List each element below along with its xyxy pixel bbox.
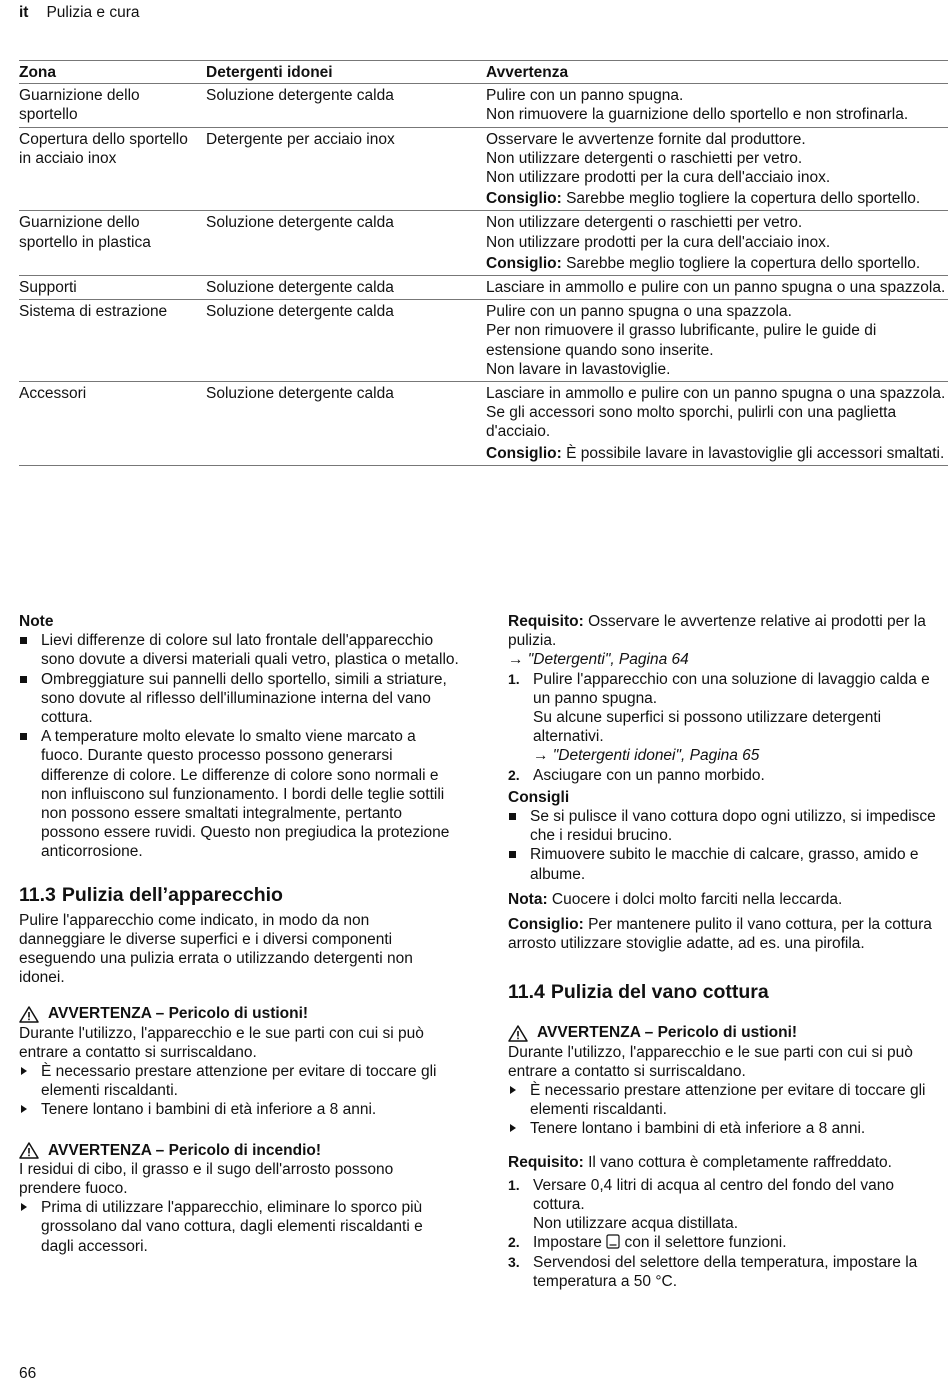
step-item [508,766,948,785]
tip-text: Per mantenere pulito il vano cottura, per la cottura arrosto utilizzare stoviglie adatte, ad es. una pirofila. [508,916,932,953]
step-number: 3. [508,1253,520,1270]
detergent-cell: Detergente per acciaio inox [206,127,486,211]
list-item: È necessario prestare attenzione per evitare di toccare gli elementi riscaldanti. [19,1062,459,1100]
warning-cell [486,382,948,466]
language-code: it [19,4,29,21]
list-item: Lievi differenze di colore sul lato frontale dell'apparecchio sono dovute a diversi materiali quali vetro, plastica o metallo. [19,631,459,669]
warning-line: Non lavare in lavastoviglie. [486,360,671,378]
warning-cell [486,300,948,382]
tip-label: Consiglio: [508,916,584,934]
step-subtext: Non utilizzare acqua distillata. [533,1215,739,1233]
left-column [19,612,459,1256]
tip [508,915,948,953]
requirement [508,612,948,650]
warning-triangle-icon [508,1025,528,1042]
step-item [508,1253,948,1291]
warning-line: Pulire con un panno spugna. [486,87,684,105]
note [508,890,948,909]
step-item [508,1233,948,1252]
step-text [533,1233,948,1252]
table-row [19,382,948,466]
section-number: 11.3 [19,883,56,906]
cross-reference-link[interactable]: → "Detergenti idonei", Pagina 65 [533,747,760,765]
cleaning-table [19,60,948,466]
tip-label: Consiglio: [486,444,562,462]
step-number: 1. [508,1176,520,1193]
warning-title: AVVERTENZA – Pericolo di ustioni! [537,1024,798,1042]
zone-cell: Guarnizione dello sportello [19,84,206,127]
notes-title: Note [19,613,54,630]
table-row [19,127,948,211]
section-heading-11-3 [19,883,459,907]
detergent-cell: Soluzione detergente calda [206,276,486,300]
warning-triangle-icon [19,1006,39,1023]
tip-text: Sarebbe meglio togliere la copertura dello sportello. [566,190,921,208]
zone-cell: Copertura dello sportello in acciaio inox [19,127,206,211]
table-row [19,300,948,382]
requirement-label: Requisito: [508,613,584,630]
warning-text: Durante l'utilizzo, l'apparecchio e le sue parti con cui si può entrare a contatto si surriscaldano. [508,1043,913,1080]
tip-label: Consiglio: [486,254,562,272]
step-number: 1. [508,670,520,687]
column-header-zone: Zona [19,61,206,84]
warning-list [508,1081,948,1139]
warning-cell [486,127,948,211]
detergent-cell: Soluzione detergente calda [206,84,486,127]
page-header [19,3,140,22]
step-item [508,670,948,766]
requirement-text: Osservare le avvertenze relative ai prodotti per la pulizia. [508,613,926,650]
header-title: Pulizia e cura [46,4,140,21]
tip-text: È possibile lavare in lavastoviglie gli accessori smaltati. [566,444,945,462]
right-column [508,612,948,1291]
warning-line: Non rimuovere la guarnizione dello sportello e non strofinarla. [486,106,909,124]
warning-line: Non utilizzare prodotti per la cura dell'acciaio inox. [486,169,831,187]
warning-text: Durante l'utilizzo, l'apparecchio e le sue parti con cui si può entrare a contatto si surriscaldano. [19,1024,424,1061]
zone-cell: Accessori [19,382,206,466]
list-item: Rimuovere subito le macchie di calcare, grasso, amido e albume. [508,845,948,883]
list-item: A temperature molto elevate lo smalto viene marcato a fuoco. Durante questo processo possono generarsi differenze di colore. Le differenze di colore sono normali e non influiscono sul funzionamento. I bordi delle teglie sottili non possono essere smaltati integralmente, pertanto possono essere ruvidi. Questo non pregiudica la protezione anticorrosione. [19,727,459,861]
section-title: Pulizia dell’apparecchio [61,883,283,906]
tip-line [486,189,948,208]
steps-list [508,1176,948,1291]
tip-line [486,444,948,463]
step-text: Asciugare con un panno morbido. [533,766,765,784]
tips-title: Consigli [508,788,570,806]
warning-line: Lasciare in ammollo e pulire con un panno spugna o una spazzola. [486,279,946,297]
step-text-a: Impostare [533,1234,602,1252]
warning-cell [486,84,948,127]
section-number: 11.4 [508,981,545,1004]
warning-text: I residui di cibo, il grasso e il sugo dell'arrosto possono prendere fuoco. [19,1160,394,1198]
step-item [508,1176,948,1234]
section-intro: Pulire l'apparecchio come indicato, in modo da non danneggiare le diverse superfici e i diversi componenti eseguendo una pulizia errata o utilizzando detergenti non idonei. [19,911,413,987]
tips-list [508,807,948,884]
step-number: 2. [508,766,520,783]
step-text-b: con il selettore funzioni. [624,1234,787,1252]
warning-line: Non utilizzare detergenti o raschietti per vetro. [486,149,803,167]
warning-list [19,1062,459,1120]
warning-triangle-icon [19,1142,39,1159]
list-item: Ombreggiature sui pannelli dello sportello, simili a striature, sono dovute al riflesso dell'illuminazione interna del vano cottura. [19,670,459,728]
column-header-warning: Avvertenza [486,61,948,84]
warning-line: Se gli accessori sono molto sporchi, pulirli con una paglietta d'acciaio. [486,404,897,441]
detergent-cell: Soluzione detergente calda [206,382,486,466]
warning-cell [486,276,948,300]
warning-line: Non utilizzare detergenti o raschietti per vetro. [486,214,803,232]
note-label: Nota: [508,890,548,908]
warning-cell [486,211,948,276]
warning-heading [19,1141,459,1160]
requirement [508,1153,948,1172]
warning-line: Osservare le avvertenze fornite dal produttore. [486,130,806,148]
table-header-row [19,61,948,84]
step-number: 2. [508,1234,520,1251]
notes-list [19,631,459,861]
page-number: 66 [19,1365,37,1381]
table-row [19,84,948,127]
warning-line: Non utilizzare prodotti per la cura dell'acciaio inox. [486,233,831,251]
tip-label: Consiglio: [486,190,562,208]
warning-heading [508,1023,948,1042]
zone-cell: Supporti [19,276,206,300]
zone-cell: Sistema di estrazione [19,300,206,382]
requirement-label: Requisito: [508,1153,584,1171]
detergent-cell: Soluzione detergente calda [206,300,486,382]
table-row [19,276,948,300]
section-heading-11-4 [508,980,948,1004]
warning-line: Lasciare in ammollo e pulire con un panno spugna o una spazzola. [486,385,946,403]
tip-line [486,254,948,273]
list-item: Tenere lontano i bambini di età inferiore a 8 anni. [508,1119,948,1138]
tip-text: Sarebbe meglio togliere la copertura dello sportello. [566,254,921,272]
list-item: Prima di utilizzare l'apparecchio, eliminare lo sporco più grossolano dal vano cottura, dagli elementi riscaldanti e dagli accessori. [19,1198,459,1256]
column-header-detergent: Detergenti idonei [206,61,486,84]
step-text: Pulire l'apparecchio con una soluzione di lavaggio calda e un panno spugna. [533,670,930,707]
step-text: Servendosi del selettore della temperatura, impostare la temperatura a 50 °C. [533,1253,918,1290]
step-text: Versare 0,4 litri di acqua al centro del fondo del vano cottura. [533,1176,895,1214]
zone-cell: Guarnizione dello sportello in plastica [19,211,206,276]
steps-list [508,670,948,785]
warning-title: AVVERTENZA – Pericolo di incendio! [48,1141,322,1159]
warning-heading [19,1004,459,1023]
note-text: Cuocere i dolci molto farciti nella leccarda. [551,890,843,908]
warning-line: Pulire con un panno spugna o una spazzola. [486,303,792,321]
warning-list [19,1198,459,1256]
warning-line: Per non rimuovere il grasso lubrificante, pulire le guide di estensione quando sono inserite. [486,322,877,359]
function-symbol-icon [606,1234,620,1249]
cross-reference-link[interactable]: → "Detergenti", Pagina 64 [508,651,689,669]
requirement-text: Il vano cottura è completamente raffreddato. [588,1153,892,1171]
step-subtext: Su alcune superfici si possono utilizzare detergenti alternativi. [533,709,882,746]
warning-title: AVVERTENZA – Pericolo di ustioni! [48,1005,309,1023]
list-item: Se si pulisce il vano cottura dopo ogni utilizzo, si impedisce che i residui brucino. [508,807,948,845]
table-row [19,211,948,276]
section-title: Pulizia del vano cottura [550,981,769,1004]
list-item: È necessario prestare attenzione per evitare di toccare gli elementi riscaldanti. [508,1081,948,1119]
list-item: Tenere lontano i bambini di età inferiore a 8 anni. [19,1100,459,1119]
detergent-cell: Soluzione detergente calda [206,211,486,276]
